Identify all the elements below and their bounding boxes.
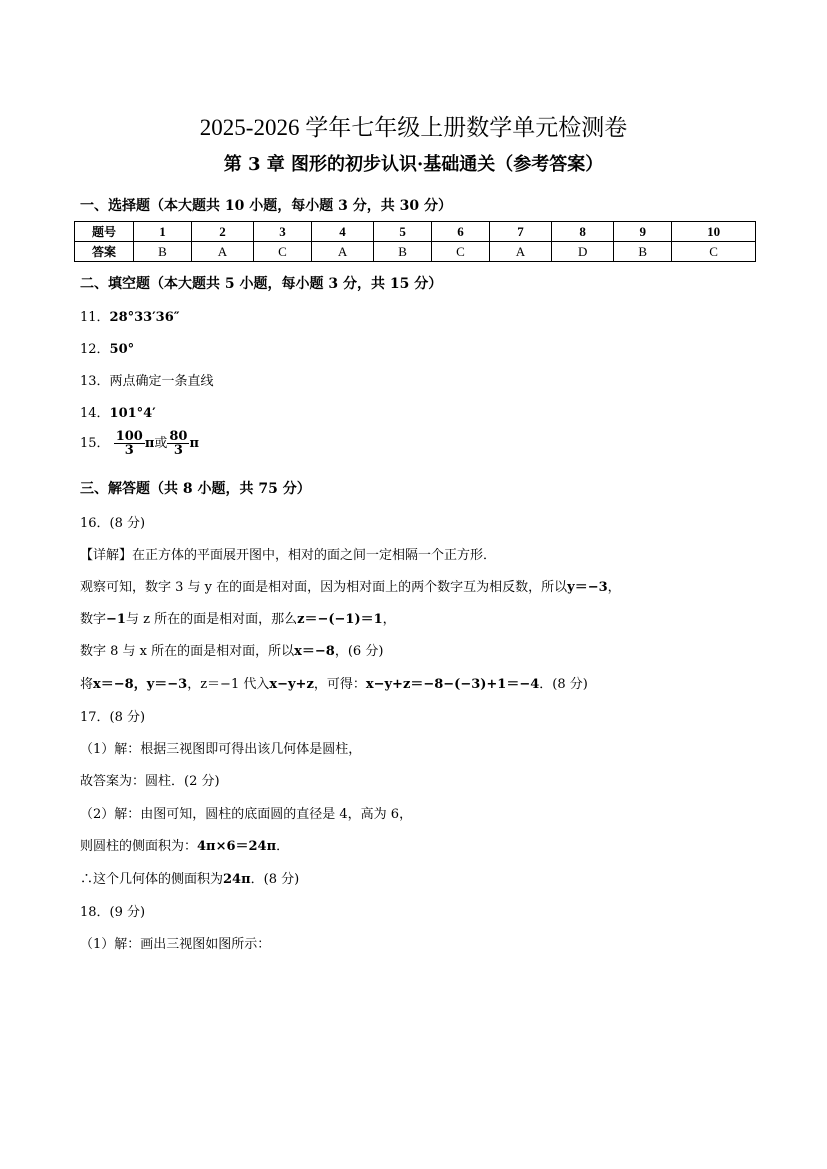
question-number: 7: [489, 222, 551, 242]
answer-cell: B: [614, 242, 672, 262]
row-label-number: 题号: [75, 222, 134, 242]
math-expression: −1: [106, 612, 126, 627]
answer-table-number-row: [75, 222, 756, 242]
page-subtitle: 第 3 章 图形的初步认识·基础通关（参考答案）: [223, 154, 604, 175]
q11-number: 11．: [80, 310, 110, 325]
q14-answer: [80, 402, 156, 421]
answer-table: [74, 221, 756, 262]
q15-number: 15．: [80, 436, 110, 451]
section2-heading: 二、填空题（本大题共 5 小题，每小题 3 分，共 15 分）: [80, 276, 443, 292]
q18-heading: 18．(9 分): [80, 905, 146, 920]
q16-line3: 数字−1与 z 所在的面是相对面，那么z＝−(−1)＝1，: [80, 612, 396, 627]
question-number: 5: [374, 222, 432, 242]
q16-line4: 数字 8 与 x 所在的面是相对面，所以x＝−8，(6 分): [80, 644, 384, 659]
q11-value: 28°33′36″: [109, 310, 180, 325]
page-title: 2025-2026 学年七年级上册数学单元检测卷: [199, 115, 628, 140]
detail-tag: 【详解】: [80, 548, 133, 563]
answer-table-answer-row: [75, 242, 756, 262]
pi-symbol: π: [144, 436, 155, 451]
q12-value: 50°: [109, 342, 135, 357]
q14-value: 101°4′: [109, 406, 156, 421]
q17-line4: 则圆柱的侧面积为：4π×6＝24π．: [80, 839, 290, 854]
question-number: 1: [134, 222, 192, 242]
q16-line2: 观察可知，数字 3 与 y 在的面是相对面，因为相对面上的两个数字互为相反数，所以y＝−3，: [80, 580, 621, 595]
q15-answer: [80, 430, 199, 457]
question-number: 3: [254, 222, 312, 242]
answer-cell: D: [552, 242, 614, 262]
math-expression: y＝−3: [567, 580, 608, 595]
section1-heading: 一、选择题（本大题共 10 小题，每小题 3 分，共 30 分）: [80, 198, 452, 214]
math-expression: 24π: [223, 872, 251, 887]
q13-number: 13．: [80, 374, 110, 389]
q13-value: 两点确定一条直线: [109, 374, 214, 389]
math-expression: x＝−8: [294, 644, 335, 659]
question-number: 8: [552, 222, 614, 242]
fraction-80-over-3: $\frac{80}{3}$: [169, 429, 188, 458]
q17-heading: 17．(8 分): [80, 710, 146, 725]
answer-cell: C: [672, 242, 756, 262]
question-number: 4: [311, 222, 373, 242]
q12-answer: [80, 338, 134, 357]
math-expression: x−y+z＝−8−(−3)+1＝−4: [365, 677, 540, 692]
answer-cell: A: [311, 242, 373, 262]
question-number: 2: [191, 222, 253, 242]
pi-symbol: π: [189, 436, 199, 451]
q13-answer: [80, 370, 214, 389]
q12-number: 12．: [80, 342, 110, 357]
math-expression: 4π×6＝24π: [197, 839, 277, 854]
math-expression: x＝−8，y＝−3: [93, 677, 188, 692]
q17-line1: （1）解：根据三视图即可得出该几何体是圆柱，: [80, 742, 362, 757]
answer-cell: A: [191, 242, 253, 262]
answer-cell: C: [432, 242, 490, 262]
section3-heading: 三、解答题（共 8 小题，共 75 分）: [80, 481, 311, 497]
answer-cell: B: [374, 242, 432, 262]
answer-cell: C: [254, 242, 312, 262]
math-expression: x−y+z: [269, 677, 314, 692]
question-number: 10: [672, 222, 756, 242]
q11-answer: [80, 306, 180, 325]
q17-line3: （2）解：由图可知，圆柱的底面圆的直径是 4，高为 6，: [80, 807, 413, 822]
q18-line1: （1）解：画出三视图如图所示：: [80, 937, 271, 952]
q16-line1: 【详解】在正方体的平面展开图中，相对的面之间一定相隔一个正方形．: [80, 548, 497, 563]
math-expression: z＝−(−1)＝1: [297, 612, 383, 627]
q16-line5: 将x＝−8，y＝−3，z＝−1 代入x−y+z，可得：x−y+z＝−8−(−3)+1＝−4．(8 分): [80, 677, 588, 692]
row-label-answer: 答案: [75, 242, 134, 262]
fraction-100-over-3: $\frac{100}{3}$: [115, 429, 143, 458]
q17-line2: 故答案为：圆柱．(2 分): [80, 774, 220, 789]
q14-number: 14．: [80, 406, 110, 421]
question-number: 6: [432, 222, 490, 242]
or-text: 或: [154, 436, 168, 451]
q17-line5: ∴这个几何体的侧面积为24π．(8 分): [80, 872, 300, 887]
q16-heading: 16．(8 分): [80, 516, 146, 531]
answer-cell: A: [489, 242, 551, 262]
answer-cell: B: [134, 242, 192, 262]
question-number: 9: [614, 222, 672, 242]
